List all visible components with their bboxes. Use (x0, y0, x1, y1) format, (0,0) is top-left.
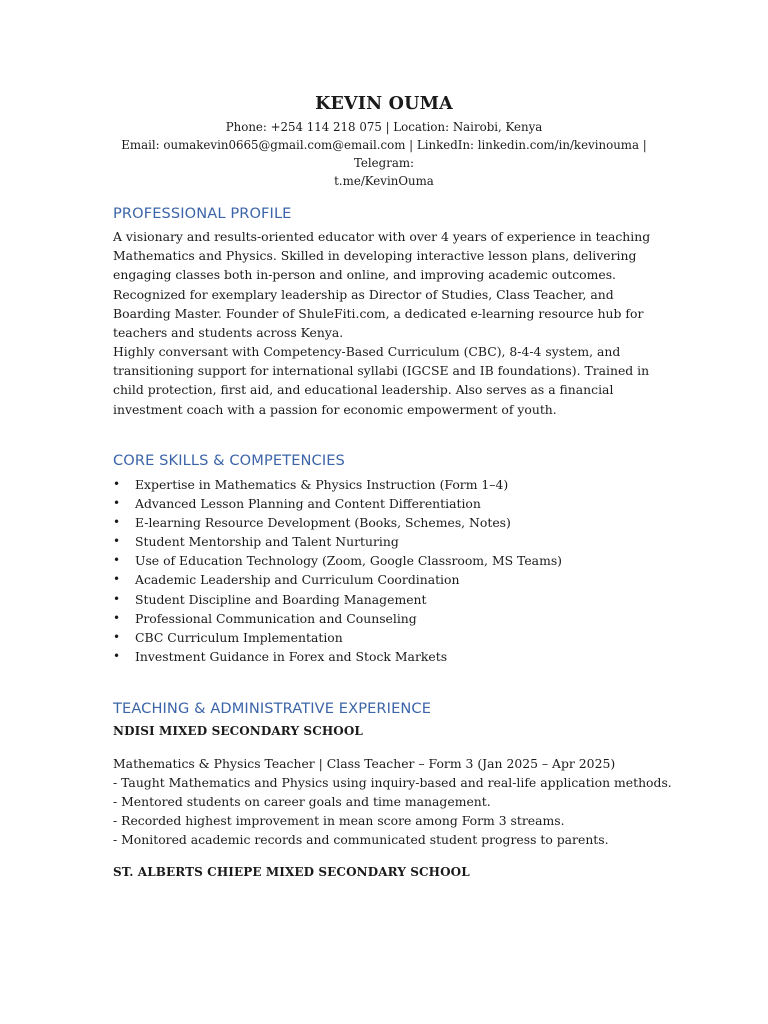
list-item: • Use of Education Technology (Zoom, Google Classroom, MS Teams) (113, 551, 562, 570)
list-item: • Student Mentorship and Talent Nurturing (113, 532, 562, 551)
contact-online (113, 136, 655, 190)
contact-telegram-handle: t.me/KevinOuma (334, 174, 434, 188)
profile-heading: PROFESSIONAL PROFILE (113, 205, 292, 222)
bullet-icon: • (113, 515, 121, 530)
bullet-icon: • (113, 648, 121, 663)
bullet-icon: • (113, 553, 121, 568)
skills-list (113, 475, 562, 666)
experience-heading: TEACHING & ADMINISTRATIVE EXPERIENCE (113, 700, 432, 717)
list-item: • Advanced Lesson Planning and Content Differentiation (113, 494, 562, 513)
contact-phone-location: Phone: +254 114 218 075 | Location: Nairobi, Kenya (225, 120, 543, 134)
bullet-icon: • (113, 610, 121, 625)
bullet-icon: • (113, 534, 121, 549)
contact-email-linkedin-telegram: Email: oumakevin0665@gmail.com@email.com | LinkedIn: linkedin.com/in/kevinouma | Telegram: (121, 138, 647, 170)
bullet-icon: • (113, 477, 121, 491)
list-item: • CBC Curriculum Implementation (113, 628, 562, 647)
list-item: • Expertise in Mathematics & Physics Instruction (Form 1–4) (113, 475, 562, 494)
bullet-icon: • (113, 572, 121, 587)
school-name-ndisi: NDISI MIXED SECONDARY SCHOOL (113, 724, 363, 738)
job-role: Mathematics & Physics Teacher | Class Teacher – Form 3 (Jan 2025 – Apr 2025) (113, 756, 616, 771)
profile-paragraph-2: Highly conversant with Competency-Based Curriculum (CBC), 8-4-4 system, and transitioning support for international syllabi (IGCSE and IB foundations). Trained in child protection, first aid, and educational leadership. Also serves as a financial investment coach with a passion for economic empowerment of youth. (113, 344, 650, 417)
skills-heading: CORE SKILLS & COMPETENCIES (113, 452, 345, 469)
list-item: • Professional Communication and Counseling (113, 609, 562, 628)
job-duty: - Recorded highest improvement in mean score among Form 3 streams. (113, 813, 565, 828)
school-name-st-alberts: ST. ALBERTS CHIEPE MIXED SECONDARY SCHOOL (113, 865, 470, 879)
job-duty: - Taught Mathematics and Physics using inquiry-based and real-life application methods. (113, 775, 672, 790)
profile-paragraph-1: A visionary and results-oriented educator with over 4 years of experience in teaching Mathematics and Physics. Skilled in developing interactive lesson plans, delivering engaging classes both in-person and online, and improving academic outcomes. Recognized for exemplary leadership as Director of Studies, Class Teacher, and Boarding Master. Founder of ShuleFiti.com, a dedicated e-learning resource hub for teachers and students across Kenya. (113, 229, 651, 341)
list-item: • Student Discipline and Boarding Management (113, 590, 562, 609)
candidate-name: KEVIN OUMA (315, 94, 453, 114)
job-duty: - Mentored students on career goals and time management. (113, 794, 491, 809)
list-item: • E-learning Resource Development (Books, Schemes, Notes) (113, 513, 562, 532)
bullet-icon: • (113, 629, 121, 644)
list-item: • Investment Guidance in Forex and Stock Markets (113, 647, 562, 666)
bullet-icon: • (113, 591, 121, 606)
list-item: • Academic Leadership and Curriculum Coordination (113, 570, 562, 589)
job-duty: - Monitored academic records and communicated student progress to parents. (113, 832, 609, 847)
bullet-icon: • (113, 496, 121, 511)
